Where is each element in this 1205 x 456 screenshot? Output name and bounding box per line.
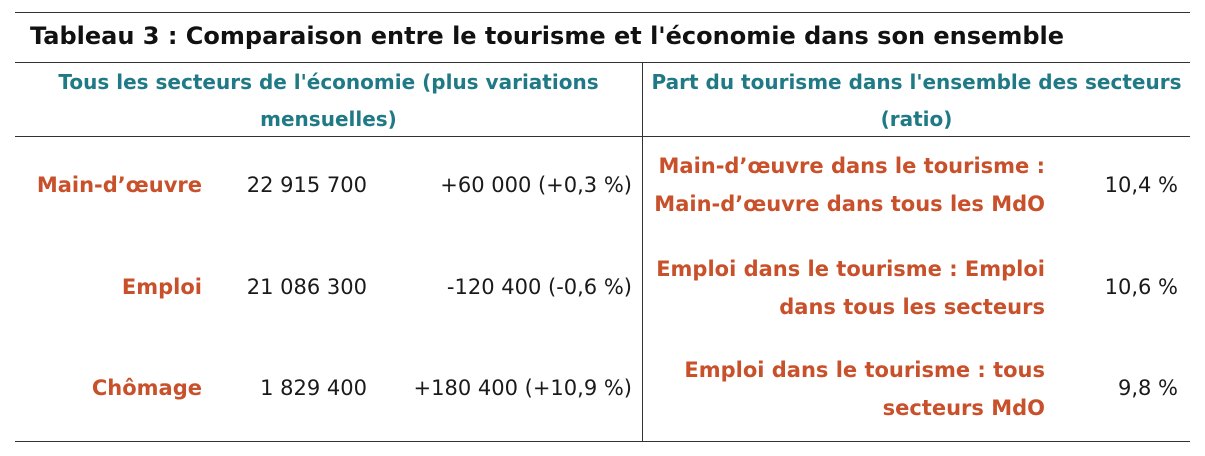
ratio-label: Emploi dans le tourisme : tous secteurs MdO xyxy=(684,358,1045,420)
table-title: Tableau 3 : Comparaison entre le tourisme et l'économie dans son ensemble xyxy=(30,22,1065,50)
table-row xyxy=(15,147,1190,247)
table-row xyxy=(15,250,1190,350)
row-change: +180 400 (+10,9 %) xyxy=(413,376,632,400)
table-top-rule xyxy=(15,12,1190,13)
row-value: 22 915 700 xyxy=(246,173,367,197)
table-row xyxy=(15,351,1190,451)
table-bottom-rule xyxy=(15,441,1190,442)
row-label: Main-d’œuvre xyxy=(36,173,202,197)
row-change: -120 400 (-0,6 %) xyxy=(446,275,632,299)
ratio-value: 10,4 % xyxy=(1104,173,1178,197)
row-label: Chômage xyxy=(91,376,202,400)
ratio-value: 10,6 % xyxy=(1104,275,1178,299)
row-label: Emploi xyxy=(121,275,202,299)
row-value: 1 829 400 xyxy=(260,376,367,400)
ratio-value: 9,8 % xyxy=(1117,376,1178,400)
header-rule xyxy=(15,136,1190,137)
title-rule xyxy=(15,62,1190,63)
header-left: Tous les secteurs de l'économie (plus variations mensuelles) xyxy=(58,70,599,131)
ratio-label: Main-d’œuvre dans le tourisme : Main-d’œuvre dans tous les MdO xyxy=(654,154,1045,216)
header-right: Part du tourisme dans l'ensemble des secteurs (ratio) xyxy=(651,70,1182,131)
row-value: 21 086 300 xyxy=(246,275,367,299)
row-change: +60 000 (+0,3 %) xyxy=(440,173,632,197)
ratio-label: Emploi dans le tourisme : Emploi dans tous les secteurs xyxy=(656,257,1045,319)
